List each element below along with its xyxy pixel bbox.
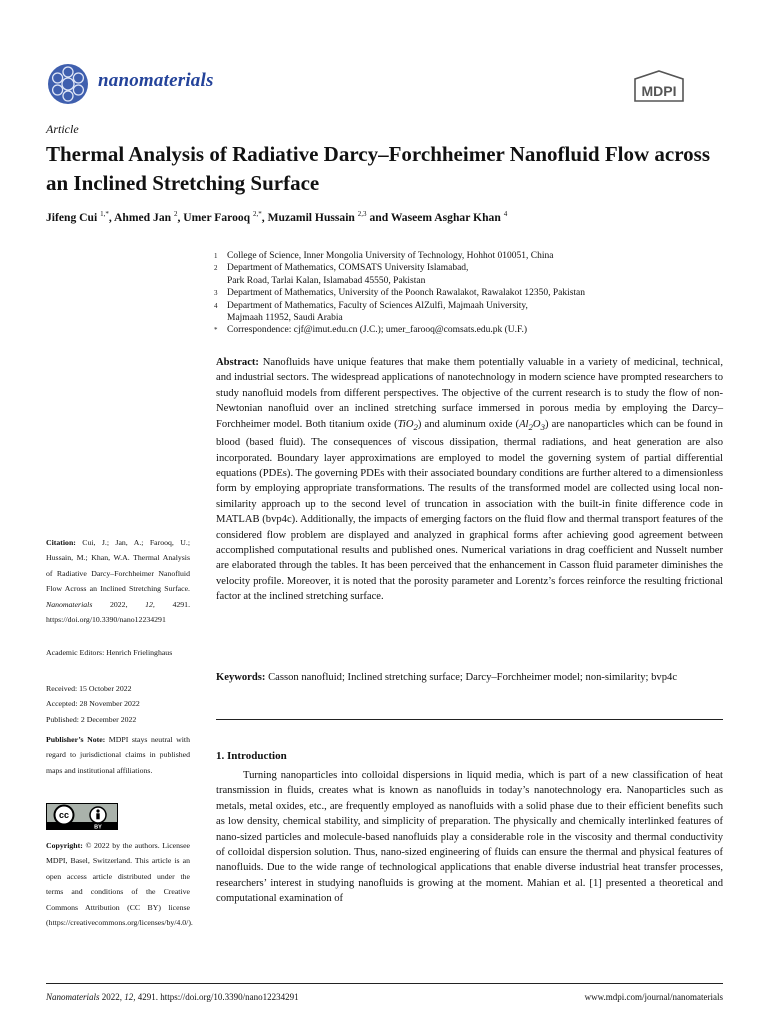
abstract-text: Nanofluids have unique features that make them potentially valuable in a variety of medicinal, technical, and industrial sectors. The widespread applications of nanotechnology in modern science have prompted researchers to study nanofluid models from different perspectives. The objective of the current research is to study the flow of non-Newtonian nanofluid over an inclined stretching surface immersed in porous media by employing the Darcy–Forchheimer model. Both titanium oxide ( (216, 357, 723, 430)
formula-tio2: TiO$_2$ (397, 418, 418, 432)
abstract (216, 355, 723, 605)
author-affil: 2 (173, 210, 178, 218)
citation-volume: 12, (145, 599, 155, 609)
citation-label: Citation: (46, 538, 76, 547)
date-accepted: Accepted: 28 November 2022 (46, 699, 140, 709)
formula-al2o3: $Al_2O_3$ (519, 418, 545, 432)
article-type: Article (46, 122, 79, 136)
affiliation-item (214, 324, 734, 336)
correspondence-text[interactable]: Correspondence: cjf@imut.edu.cn (J.C.); umer_farooq@comsats.edu.pk (U.F.) (227, 325, 528, 336)
footer-divider (46, 983, 723, 984)
abstract-label: Abstract: (216, 357, 259, 368)
publisher-note-text: MDPI stays neutral with regard to jurisdictional claims in published maps and institutional affiliations. (46, 735, 190, 775)
affiliation-number: 1 (214, 252, 218, 260)
footer-journal-url[interactable]: www.mdpi.com/journal/nanomaterials (584, 992, 723, 1002)
citation-text: Cui, J.; Jan, A.; Farooq, U.; Hussain, M.; Khan, W.A. Thermal Analysis of Radiative Darcy–Forchheimer Nanofluid Flow Across an Inclined Stretching Surface. (46, 538, 190, 594)
footer-year: 2022, (101, 992, 123, 1002)
author-affil: 1,* (100, 210, 109, 218)
affiliation-number: 3 (214, 289, 218, 298)
abstract-text: ) and aluminum oxide ( (417, 418, 520, 430)
author-name[interactable]: Jifeng Cui (46, 210, 98, 224)
affiliation-item (214, 262, 734, 287)
footer-journal: Nanomaterials (46, 992, 100, 1002)
svg-text:BY: BY (94, 824, 102, 830)
academic-editors: Academic Editors: Henrich Frielinghaus (46, 648, 173, 657)
mdpi-logo-text: MDPI (641, 83, 677, 99)
affiliation-item (214, 287, 734, 299)
author-name[interactable]: Ahmed Jan (114, 210, 172, 224)
svg-text:cc: cc (58, 810, 70, 820)
copyright-label: Copyright: (46, 841, 83, 850)
copyright-block (46, 838, 193, 930)
affiliation-text: Department of Mathematics, Faculty of Sciences AlZulfi, Majmaah University, Majmaah 11952, Saudi Arabia (227, 300, 528, 324)
citation-doi-link[interactable]: 4291. https://doi.org/10.3390/nano12234291 (46, 599, 191, 625)
citation-block (46, 535, 190, 627)
author-affil: 2,3 (357, 210, 367, 218)
publisher-note-label: Publisher’s Note: (46, 735, 106, 744)
author-name[interactable]: Waseem Asghar Khan (390, 210, 501, 224)
footer-volume: 12, (124, 992, 136, 1002)
footer-doi-link[interactable]: 4291. https://doi.org/10.3390/nano12234291 (137, 992, 299, 1002)
keywords-text: Casson nanofluid; Inclined stretching surface; Darcy–Forchheimer model; non-similarity; bvp4c (268, 672, 678, 683)
affiliation-item (214, 300, 734, 325)
affiliation-number: * (214, 326, 218, 335)
date-published: Published: 2 December 2022 (46, 714, 137, 724)
keywords-label: Keywords: (216, 672, 266, 683)
mdpi-logo[interactable] (630, 70, 688, 104)
affiliation-text: Department of Mathematics, University of the Poonch Rawalakot, Rawalakot 12350, Pakistan (227, 288, 586, 299)
affiliation-item (214, 250, 734, 262)
copyright-text: © 2022 by the authors. Licensee MDPI, Basel, Switzerland. This article is an open access article distributed under the terms and conditions of the Creative Commons Attribution (CC BY) license (https://creativecommons.org/licenses/by/4.0/). (46, 841, 193, 928)
citation-year: 2022, (109, 599, 128, 609)
affiliation-number: 2 (214, 264, 218, 273)
author-list: Jifeng Cui $^{1,*}$, Ahmed Jan $^2$, Umer Farooq $^{2,*}$, Muzamil Hussain $^{2,3}$ and Waseem Asghar Khan $^4$ (46, 210, 508, 224)
affiliation-text: Department of Mathematics, COMSATS University Islamabad, Park Road, Tarlai Kalan, Islamabad 45550, Pakistan (227, 263, 469, 286)
author-affil: 2,* (253, 210, 262, 218)
affiliation-number: 4 (214, 301, 218, 310)
intro-heading: 1. Introduction (216, 750, 287, 762)
publisher-note (46, 732, 190, 778)
cc-by-license-icon[interactable] (46, 803, 118, 830)
article-title: Thermal Analysis of Radiative Darcy–Forchheimer Nanofluid Flow across an Inclined Stretching Surface (46, 142, 711, 195)
author-name[interactable]: Umer Farooq (183, 210, 251, 224)
journal-logo-icon (46, 62, 90, 106)
affiliation-text: College of Science, Inner Mongolia University of Technology, Hohhot 010051, China (227, 251, 554, 261)
date-received: Received: 15 October 2022 (46, 684, 132, 693)
dates-block (46, 681, 190, 727)
footer-citation (46, 992, 299, 1002)
author-name[interactable]: Muzamil Hussain (267, 210, 355, 224)
abstract-text: ) are nanoparticles which can be found in blood (based fluid). The consequences of viscous dissipation, thermal radiations, and heat generation are also incorporated. Boundary layer approximations are employed to model the governing system of partial differential equations (PDEs). The governing PDEs with their associated boundary conditions are further altered to a dimensionless form by employing appropriate transformations. The results of the transformed model are collected using local non-similarity approach up to the second level of truncation in association with the built-in finite difference code in MATLAB (bvp4c). Additionally, the impacts of emerging factors on the fluid flow and thermal transport features of the considered flow problem are displayed and analyzed in graphical forms after achieving good agreement between accomplished computational results and published ones. Numerical variations in drag coefficient and Nusselt number are elaborated through the tables. It has been perceived that the enhancement in Casson fluid parameter diminishes the velocity profile. Moreover, it is noted that the porosity parameter and Lorentz’s forces reinforce the resulting frictional factor at the inclined stretching surface. (216, 418, 724, 603)
author-affil: 4 (503, 210, 508, 218)
affiliations (214, 250, 734, 337)
keywords (216, 670, 723, 685)
citation-journal: Nanomaterials (46, 599, 93, 609)
intro-paragraph: Turning nanoparticles into colloidal dispersions in liquid media, which is part of a new classification of heat transmission in fluids, creates what is known as nanofluids in today’s nanotechnology era. Nanoparticles such as metals, metal oxides, etc., are frequently employed as nanofluids with a solid phase due to their efficient benefits such as low density, chemical stability, and simplicity of preparation. The physically and chemically interlinked features of nano-sized particles and molecule-based nanofluids play a considerable role in the viscosity and thermal conductivity of colloidal dispersion solution. Thus, nano-sized engineering of fluids can ensure the thermal and physical features of nanofluids. Due to the wide range of technological applications that enable diverse industrial heat transfer processes, researchers’ interest in studying nanofluids is growing at the moment. Mahian et al. [1] presented a theoretical and computational examination of (216, 770, 723, 905)
journal-name[interactable]: nanomaterials (98, 70, 214, 91)
section-divider (216, 719, 723, 720)
